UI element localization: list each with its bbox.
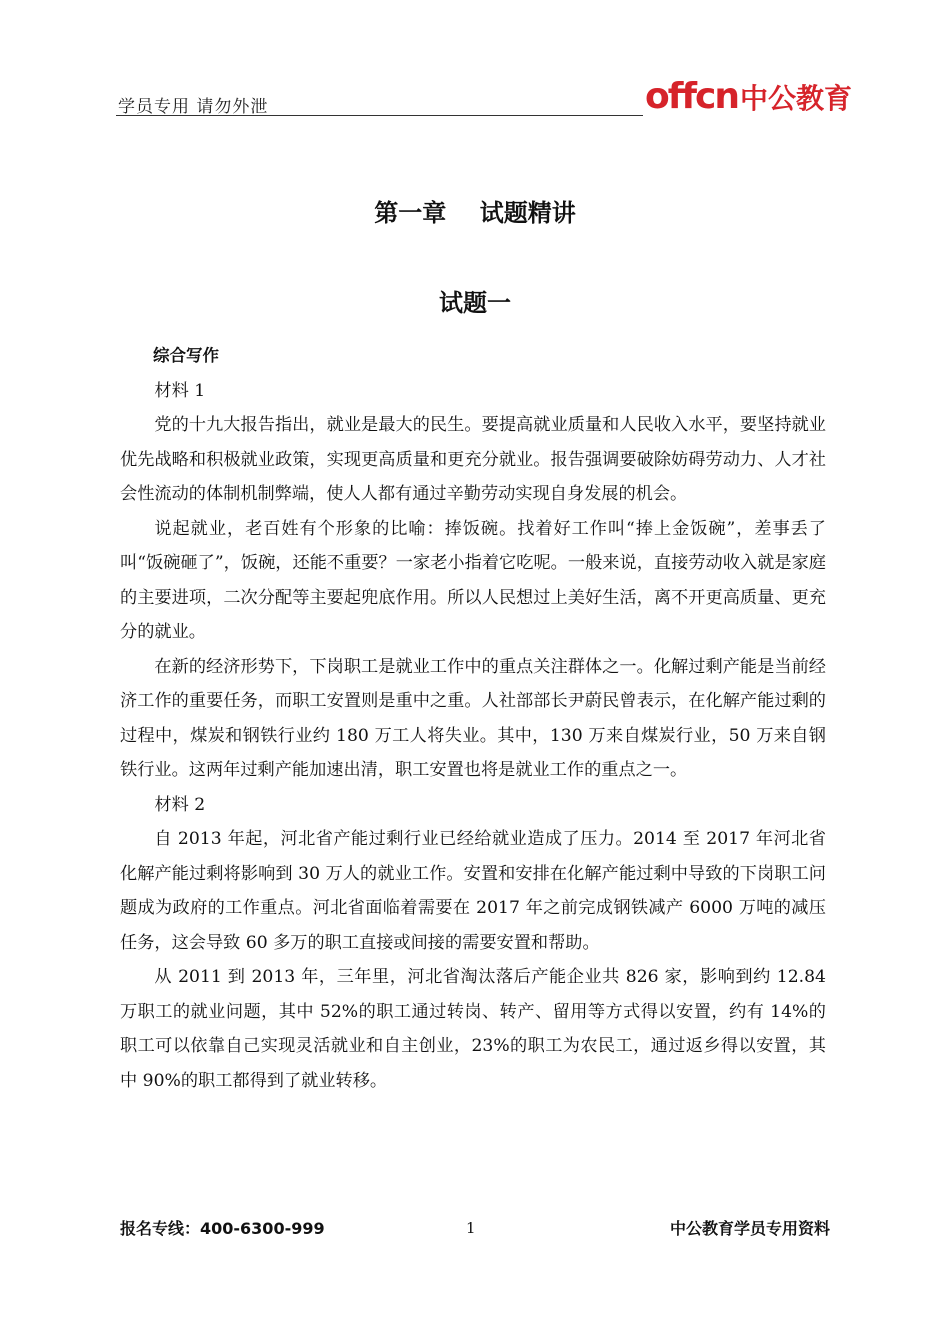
brand-logo-latin: offcn: [645, 76, 739, 117]
paragraph: 自 2013 年起，河北省产能过剩行业已经给就业造成了压力。2014 至 2017 年河北省化解产能过剩将影响到 30 万人的就业工作。安置和安排在化解产能过剩中导致的下岗职工问题成为政府的工作重点。河北省面临着需要在 2017 年之前完成钢铁减产 6000 万吨的减压任务，这会导致 60 多万的职工直接或间接的需要安置和帮助。: [120, 829, 826, 953]
header-divider: [116, 115, 643, 116]
paragraph: 说起就业，老百姓有个形象的比喻：捧饭碗。找着好工作叫“捧上金饭碗”，差事丢了叫“饭碗砸了”，饭碗，还能不重要？一家老小指着它吃呢。一般来说，直接劳动收入就是家庭的主要进项，二次分配等主要起兜底作用。所以人民想过上美好生活，离不开更高质量、更充分的就业。: [120, 518, 826, 642]
material-label: 材料 1: [154, 380, 206, 401]
question-title: 试题一: [439, 289, 511, 317]
paragraph: 党的十九大报告指出，就业是最大的民生。要提高就业质量和人民收入水平，要坚持就业优先战略和积极就业政策，实现更高质量和更充分就业。报告强调要破除妨碍劳动力、人才社会性流动的体制机制弊端，使人人都有通过辛勤劳动实现自身发展的机会。: [120, 415, 826, 504]
paragraph: 从 2011 到 2013 年，三年里，河北省淘汰落后产能企业共 826 家，影响到约 12.84 万职工的就业问题，其中 52%的职工通过转岗、转产、留用等方式得以安置，约有 14%的职工可以依靠自己实现灵活就业和自主创业，23%的职工为农民工，通过返乡得以安置，其中 90%的职工都得到了就业转移。: [120, 967, 826, 1091]
section-heading: 综合写作: [153, 346, 219, 365]
footer-brand-note: 中公教育学员专用资料: [669, 1219, 830, 1238]
material-label: 材料 2: [154, 794, 206, 815]
paragraph: 在新的经济形势下，下岗职工是就业工作中的重点关注群体之一。化解过剩产能是当前经济工作的重要任务，而职工安置则是重中之重。人社部部长尹蔚民曾表示，在化解产能过剩的过程中，煤炭和钢铁行业约 180 万工人将失业。其中，130 万来自煤炭行业，50 万来自钢铁行业。这两年过剩产能加速出清，职工安置也将是就业工作的重点之一。: [120, 656, 826, 780]
brand-logo-chinese: 中公教育: [740, 82, 853, 115]
page-number: 1: [466, 1219, 476, 1237]
document-body: [120, 339, 826, 1098]
footer-hotline: 报名专线：400-6300-999: [120, 1219, 325, 1238]
chapter-title: 第一章 试题精讲: [374, 199, 576, 227]
header-notice: 学员专用 请勿外泄: [118, 97, 269, 117]
brand-logo: [645, 76, 852, 117]
